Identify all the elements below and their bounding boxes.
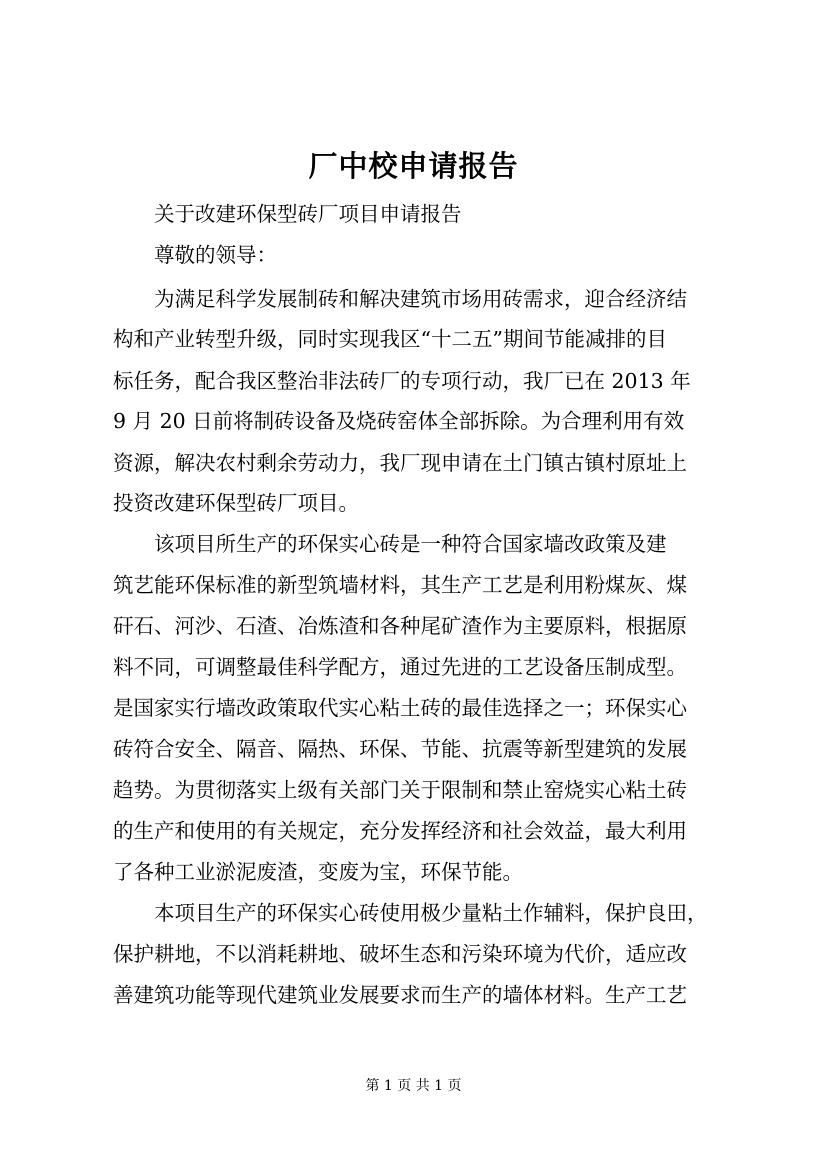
paragraph-3-line: 善建筑功能等现代建筑业发展要求而生产的墙体材料。生产工艺 (113, 983, 687, 1007)
paragraph-1-line: 资源，解决农村剩余劳动力，我厂现申请在土门镇古镇村原址上 (113, 451, 687, 475)
paragraph-2-line: 该项目所生产的环保实心砖是一种符合国家墙改政策及建 (154, 532, 667, 556)
subject-line: 关于改建环保型砖厂项目申请报告 (154, 202, 462, 226)
paragraph-3-line: 保护耕地，不以消耗耕地、破坏生态和污染环境为代价，适应改 (113, 942, 687, 966)
salutation: 尊敬的领导： (154, 243, 277, 267)
paragraph-1-line: 标任务，配合我区整治非法砖厂的专项行动，我厂已在 2013 年 (113, 369, 691, 393)
paragraph-1-line: 构和产业转型升级，同时实现我区“十二五”期间节能减排的目 (113, 327, 667, 351)
page-number-footer: 第 1 页 共 1 页 (365, 1078, 462, 1094)
paragraph-2-line: 料不同，可调整最佳科学配方，通过先进的工艺设备压制成型。 (113, 655, 687, 679)
page-title: 厂中校申请报告 (308, 149, 519, 183)
paragraph-1-line: 9 月 20 日前将制砖设备及烧砖窑体全部拆除。为合理利用有效 (113, 409, 685, 433)
paragraph-2-line: 趋势。为贯彻落实上级有关部门关于限制和禁止窑烧实心粘土砖 (113, 778, 687, 802)
paragraph-1-line: 投资改建环保型砖厂项目。 (113, 491, 359, 515)
paragraph-1-line: 为满足科学发展制砖和解决建筑市场用砖需求，迎合经济结 (154, 287, 687, 311)
paragraph-2-line: 的生产和使用的有关规定，充分发挥经济和社会效益，最大利用 (113, 819, 687, 843)
paragraph-2-line: 是国家实行墙改政策取代实心粘土砖的最佳选择之一；环保实心 (113, 696, 687, 720)
paragraph-2-line: 矸石、河沙、石渣、冶炼渣和各种尾矿渣作为主要原料，根据原 (113, 614, 687, 638)
paragraph-3-line: 本项目生产的环保实心砖使用极少量粘土作辅料，保护良田， (154, 901, 708, 925)
paragraph-2-line: 了各种工业淤泥废渣，变废为宝，环保节能。 (113, 860, 523, 884)
paragraph-2-line: 砖符合安全、隔音、隔热、环保、节能、抗震等新型建筑的发展 (113, 737, 687, 761)
paragraph-2-line: 筑艺能环保标准的新型筑墙材料，其生产工艺是利用粉煤灰、煤 (113, 573, 687, 597)
